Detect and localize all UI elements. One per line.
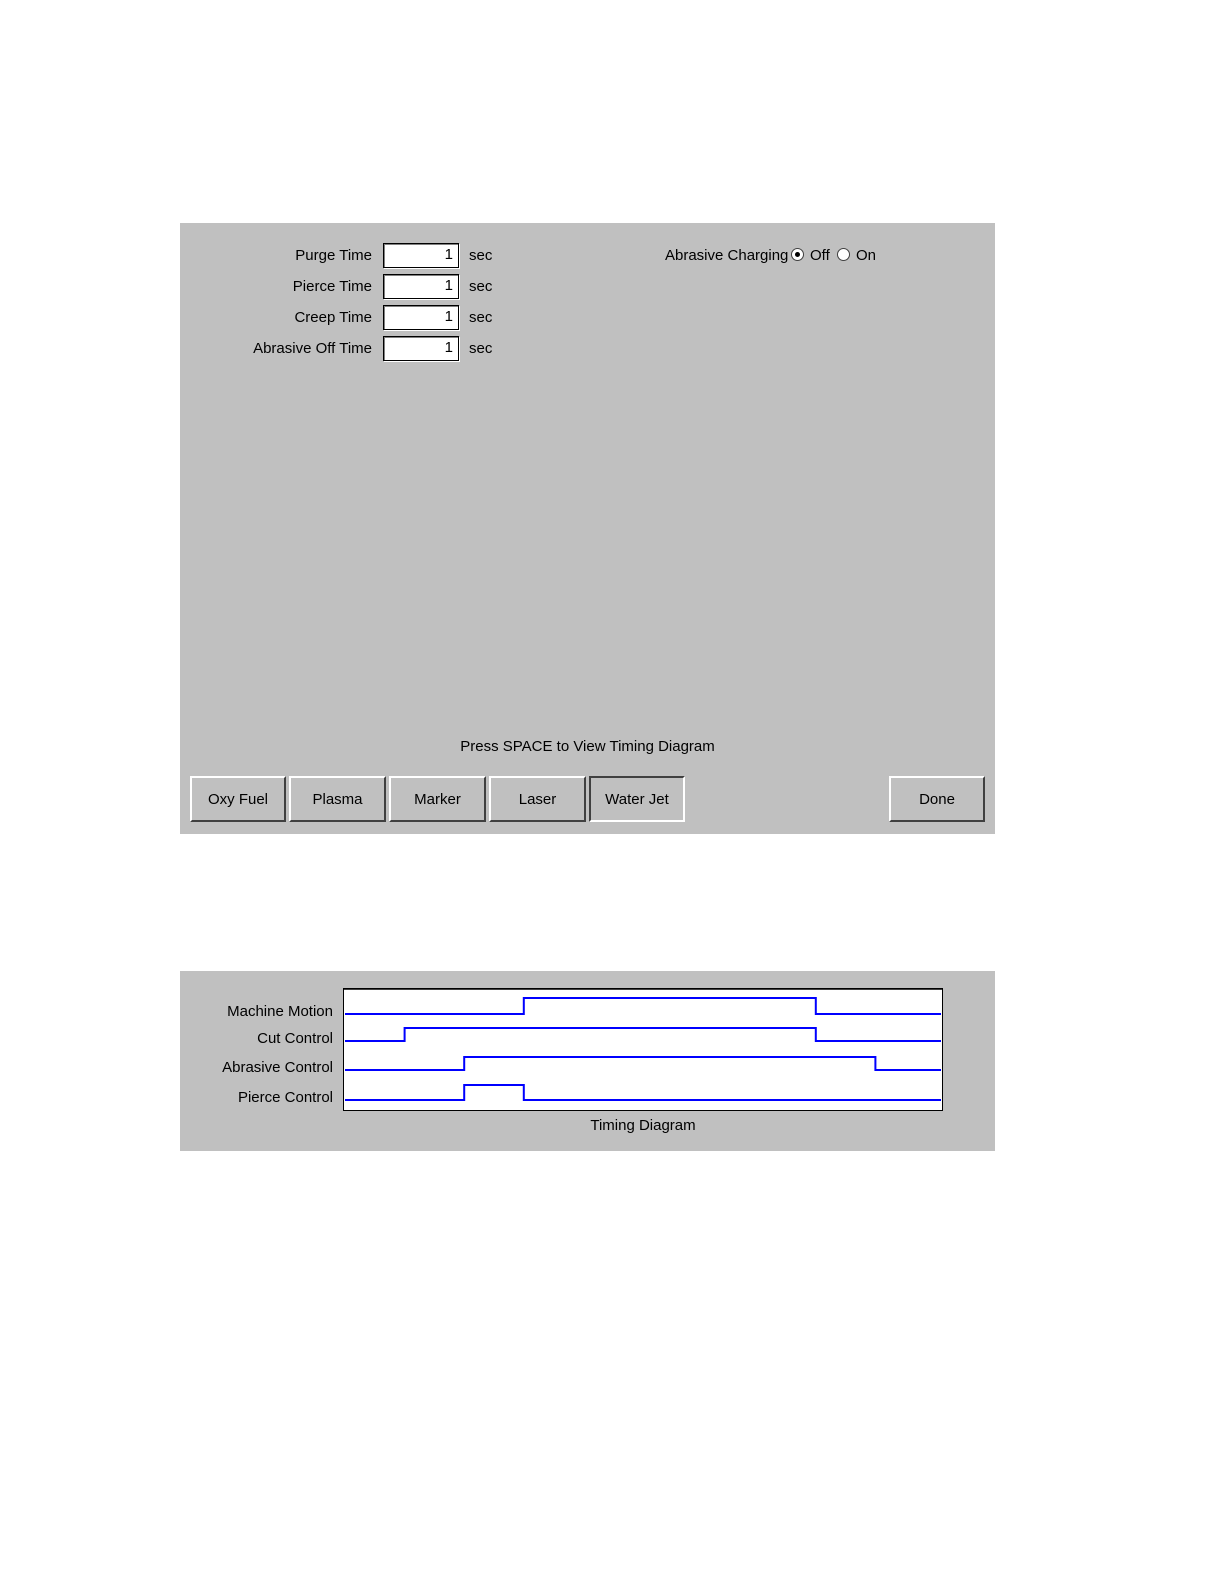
abrasive-off-time-label: Abrasive Off Time [253,340,372,357]
oxy-fuel-button[interactable]: Oxy Fuel [190,776,286,822]
creep-time-label: Creep Time [294,309,372,326]
timing-diagram-plot [343,988,943,1112]
laser-button[interactable]: Laser [489,776,586,822]
purge-time-unit: sec [469,247,493,264]
plot-frame [344,989,943,1111]
abrasive-charging-on-label[interactable]: On [856,247,877,264]
pierce-time-unit: sec [469,278,493,295]
creep-time-input[interactable]: 1 [383,305,459,330]
signal-label-abrasive-control: Abrasive Control [222,1059,333,1076]
abrasive-charging-off-label[interactable]: Off [810,247,830,264]
water-jet-button[interactable]: Water Jet [589,776,685,822]
plasma-button[interactable]: Plasma [289,776,386,822]
abrasive-charging-off-radio[interactable] [791,248,804,261]
abrasive-charging-on-radio[interactable] [837,248,850,261]
abrasive-off-time-input[interactable]: 1 [383,336,459,361]
abrasive-off-time-unit: sec [469,340,493,357]
pierce-time-input[interactable]: 1 [383,274,459,299]
creep-time-unit: sec [469,309,493,326]
done-button[interactable]: Done [889,776,985,822]
plot-frame-shadow [344,989,942,990]
marker-button[interactable]: Marker [389,776,486,822]
timing-diagram-panel [180,971,995,1151]
pierce-time-label: Pierce Time [292,278,372,295]
settings-panel [180,223,995,834]
purge-time-label: Purge Time [295,247,372,264]
timing-diagram-caption: Timing Diagram [590,1117,696,1134]
abrasive-charging-label: Abrasive Charging [665,247,789,264]
signal-label-cut-control: Cut Control [257,1030,333,1047]
signal-label-machine-motion: Machine Motion [227,1003,333,1020]
signal-label-pierce-control: Pierce Control [237,1089,333,1106]
timing-diagram-hint: Press SPACE to View Timing Diagram [460,738,715,755]
purge-time-input[interactable]: 1 [383,243,459,268]
